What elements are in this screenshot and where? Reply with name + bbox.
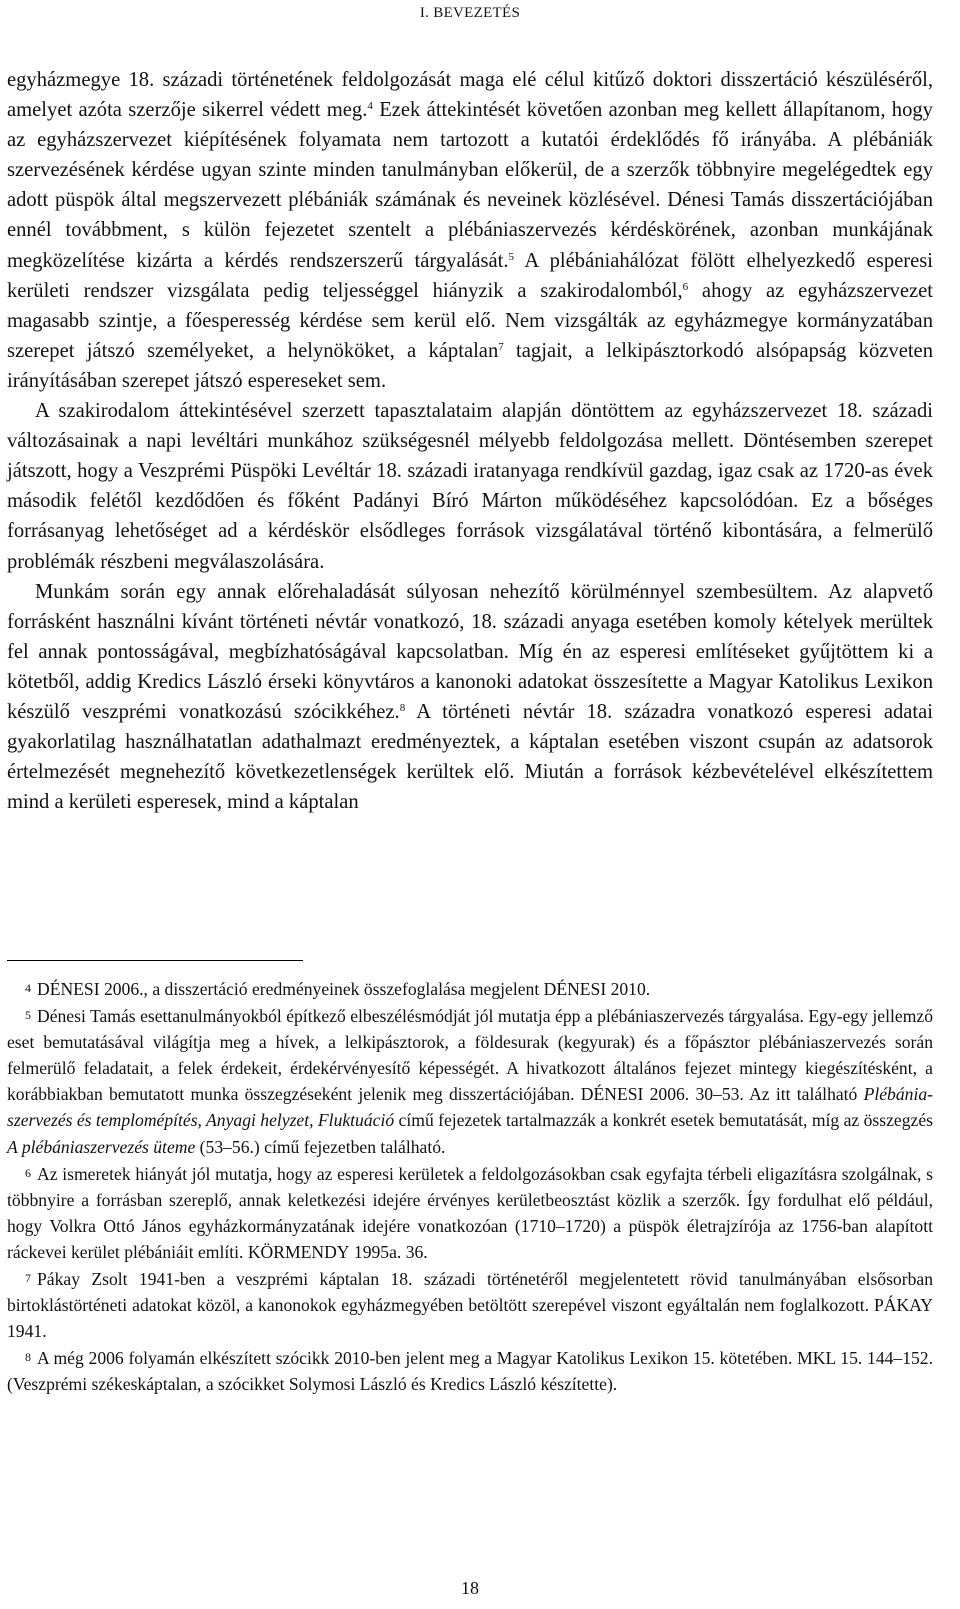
paragraph-1 [7, 65, 933, 396]
footnote-8 [7, 1344, 933, 1397]
footnote-4 [7, 975, 933, 1002]
fn7-text-b: 1941. [7, 1321, 47, 1342]
footnote-ref-6: 6 [682, 280, 689, 293]
footnote-number: 4 [25, 981, 31, 995]
footnote-ref-7: 7 [498, 340, 504, 353]
p1-text-b: Ezek áttekintését követően azonban meg kellett állapítanom, hogy az egyházszervezet kiépítésének folyamata nem tartozott a kutatói érdeklődés fő irányába. A plébániák szervezésének kérdése ugyan szinte minden tanulmányban előkerül, de a szerzők többnyire megelégedtek egy adott püspök által megszervezett plébániák számának és neveinek közlésével. Dénesi Tamás disszertációjában ennél továbbment, s külön fejezetet szentelt a plébániaszervezés kérdéskörének, azonban munkájának megközelítése kizárta a kérdés rendszerszerű tárgyalását. [7, 99, 933, 272]
fn6-author-small-caps: ÖRMENDY [260, 1241, 350, 1262]
fn5-text-b: 2006. 30–53. Az itt található [643, 1084, 864, 1105]
footnote-ref-4: 4 [367, 100, 373, 113]
running-head [7, 5, 933, 22]
p1-text-c: A plébániahálózat fölött elhelyezkedő esperesi kerületi rendszer vizsgálata pedig teljességgel hiányzik a szakirodalomból, [7, 249, 933, 302]
fn4-author-small-caps-2: ÉNESI [556, 979, 607, 999]
footnote-7 [7, 1265, 933, 1344]
fn6-text-a: Az ismeretek hiányát jól mutatja, hogy az esperesi kerületek a feldolgozásokban csak egyfajta térbeli eligazításra szolgálnak, s többnyire a forrásban szereplő, annak keletkezési idejére érvényes kerületbeosztást közlik a szerzők. Így fordulhat elő például, hogy Volkra Ottó János egyházkormányzatának idejére vonatkozóan (1710–1720) a püspök életrajzírója az 1756-ban alapított ráckevei kerület plébániáit említi. K [7, 1163, 933, 1262]
fn5-author-small-caps: ÉNESI [593, 1084, 644, 1105]
fn4-author-small-caps: ÉNESI [49, 979, 100, 999]
footnote-number: 7 [25, 1271, 31, 1286]
footnote-ref-5: 5 [508, 250, 514, 263]
fn5-chapter-titles: Plébániaszervezés és templomépítés, Anyagi helyzet, Fluktuáció [7, 1084, 933, 1131]
footnote-separator [7, 960, 303, 961]
fn5-text-a: Dénesi Tamás esettanulmányokból építkező elbeszélésmódját jól mutatja épp a plébániaszervezés tárgyalása. Egy-egy jellemző eset bemutatásával világítja meg a hívek, a lelkipásztorok, a földesurak (kegyurak) és a főpásztor plébániaszervezés során felmerülő feladatait, a felek érdekeit, érdekérvényesítő képességét. A hivatkozott általános fejezet mintegy kiegészítésként, a korábbiakban bemutatott munka összegzéseként jelenik meg disszertációjában. D [7, 1006, 933, 1105]
fn5-summary-title: A plébániaszervezés üteme [7, 1136, 196, 1157]
footnote-number: 5 [25, 1008, 31, 1023]
body-text [7, 65, 933, 817]
p1-text-e: tagjait, a lelkipásztorkodó alsópapság közveten irányításában szerepet játszó espereseket sem. [7, 339, 933, 392]
fn8-text-a: A még 2006 folyamán elkészített szócikk 2010-ben jelent meg a Magyar Katolikus Lexikon 15. kötetében. MKL 15. 144–152. (Veszprémi székeskáptalan, a szócikket Solymosi László és Kredics László készítette). [7, 1348, 933, 1395]
fn4-text-a3: 2010. [606, 979, 651, 999]
fn4-text-a2: 2006., a disszertáció eredményeinek összefoglalása megjelent D [99, 979, 557, 999]
fn7-text-a: Pákay Zsolt 1941-ben a veszprémi káptalan 18. századi történetéről megjelentetett rövid tanulmányában elsősorban birtoklástörténeti adatokat közöl, a kanonokok egyházmegyében betöltött szerepével viszont egyáltalán nem foglalkozott. P [7, 1269, 933, 1316]
footnote-ref-8: 8 [399, 701, 406, 714]
page-number: 18 [461, 1578, 479, 1598]
p1-text-a: egyházmegye 18. századi történetének feldolgozását maga elé célul kitűző doktori disszertáció készüléséről, amelyet azóta szerzője sikerrel védett meg. [7, 69, 933, 122]
footnotes [7, 975, 933, 1398]
paragraph-2: A szakirodalom áttekintésével szerzett tapasztalataim alapján döntöttem az egyházszervezet 18. századi változásainak a napi levéltári munkához szükségesnél mélyebb feldolgozása mellett. Döntésemben szerepet játszott, hogy a Veszprémi Püspöki Levéltár 18. századi iratanyaga rendkívül gazdag, igaz csak az 1720-as évek második felétől kezdődően és főként Padányi Bíró Márton működéséhez kapcsolódóan. Ez a bőséges forrásanyag lehetőséget ad a kérdéskör elsődleges források vizsgálatával történő kibontására, a felmerülő problémák részbeni megválaszolására. [7, 400, 933, 573]
fn4-text-a1: D [37, 979, 50, 999]
footnote-number: 8 [25, 1350, 31, 1365]
p3-text-b: A történeti névtár 18. századra vonatkozó esperesi adatai gyakorlatilag használhatatlan adathalmazt eredményeztek, a káptalan esetében viszont csupán az adatsorok értelmezését megnehezítő következetlenségek kerültek elő. Miután a források kézbevételével elkészítettem mind a kerületi esperesek, mind a káptalan [7, 700, 933, 814]
footnote-5 [7, 1002, 933, 1160]
fn7-author-small-caps: ÁKAY [883, 1295, 933, 1316]
p3-text-a: Munkám során egy annak előrehaladását súlyosan nehezítő körülménnyel szembesültem. Az alapvető forrásként használni kívánt történeti névtár vonatkozó, 18. századi anyaga esetében komoly kételyek merültek fel annak pontosságával, megbízhatóságával kapcsolatban. Míg én az esperesi említéseket gyűjtöttem ki a kötetből, addig Kredics László érseki könyvtáros a kanonoki adatokat összesítette a Magyar Katolikus Lexikon készülő veszprémi vonatkozású szócikkéhez. [7, 580, 933, 723]
footnote-6 [7, 1160, 933, 1265]
running-head-prefix: I. B [419, 5, 444, 21]
fn5-text-d: (53–56.) című fejezetben található. [195, 1136, 446, 1157]
footnote-number: 6 [25, 1165, 31, 1180]
fn6-text-b: 1995a. 36. [349, 1241, 428, 1262]
running-head-small-caps: EVEZETÉS [443, 5, 521, 21]
fn5-text-c: című fejezetek tartalmazzák a konkrét esetek bemutatását, míg az összegzés [394, 1110, 933, 1131]
p1-text-d: ahogy az egyházszervezet magasabb szintje, a főesperesség kérdése sem kerül elő. Nem vizsgálták az egyházmegye kormányzatában szerepet játszó személyeket, a helynököket, a káptalan [7, 279, 933, 362]
paragraph-3 [7, 577, 933, 818]
